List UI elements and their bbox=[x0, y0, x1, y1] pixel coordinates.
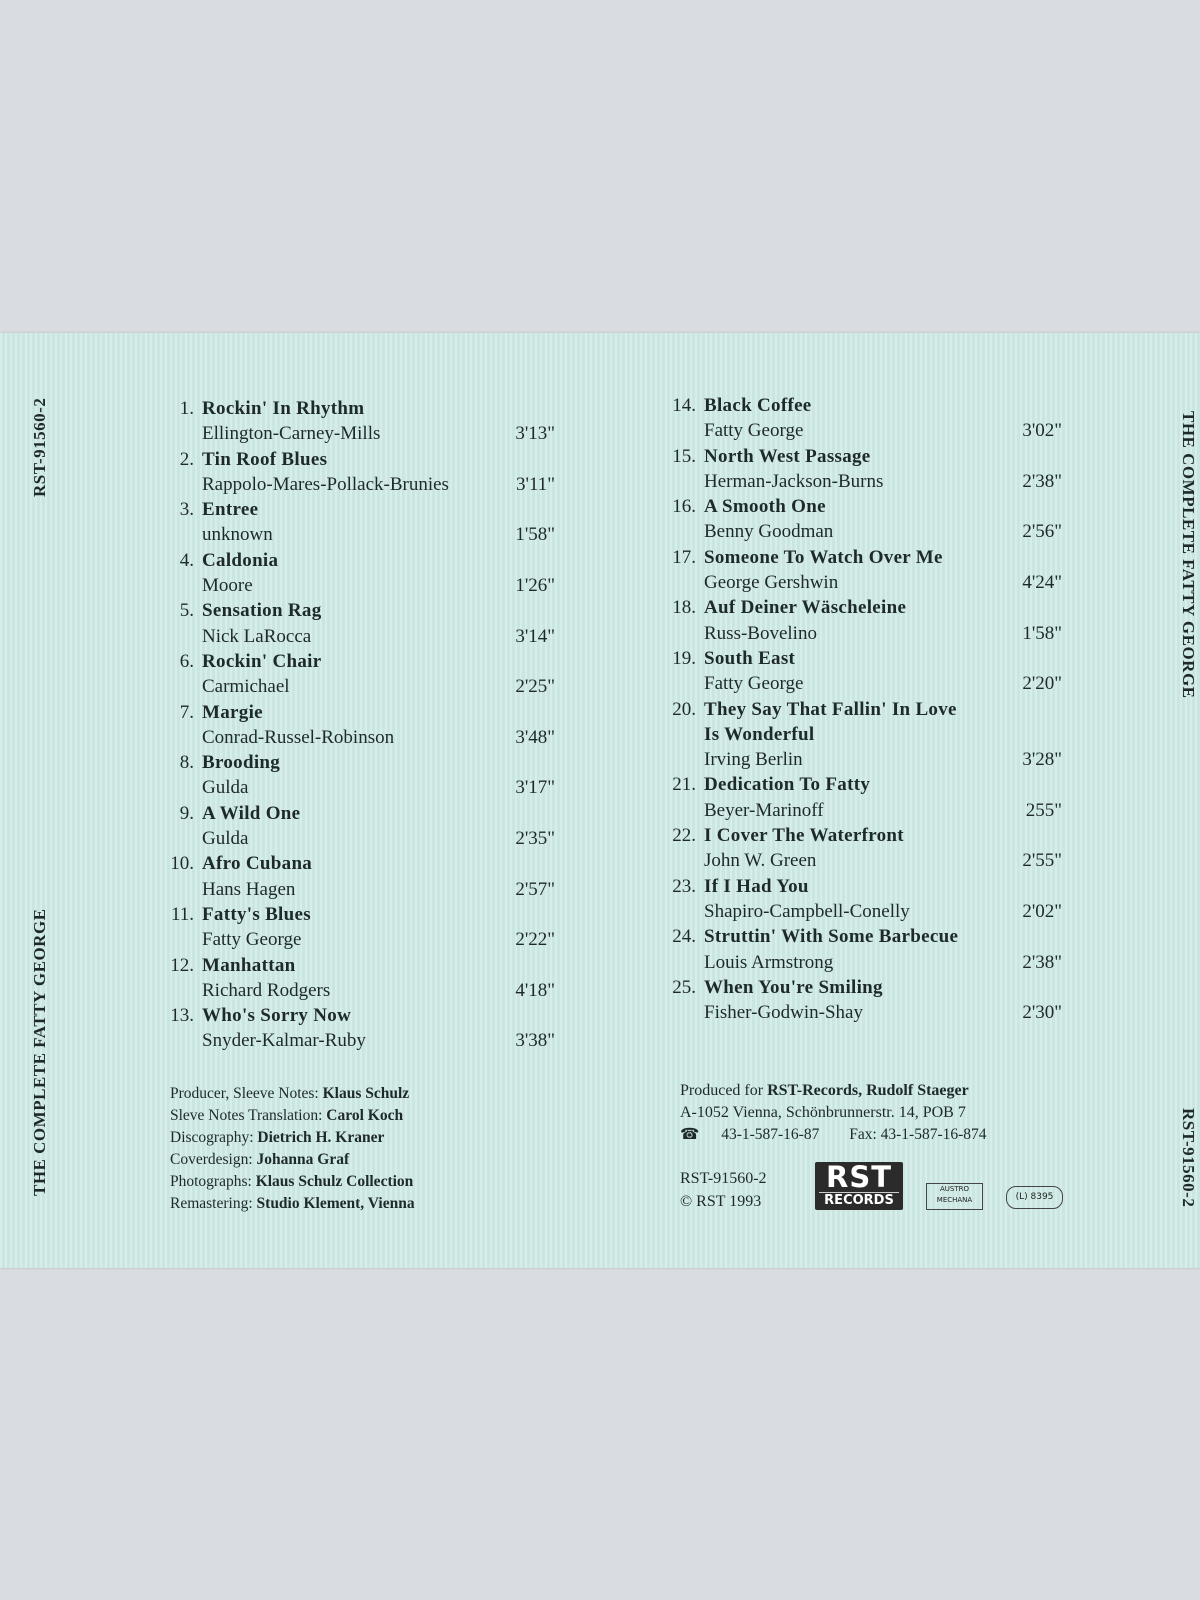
track-composer: Snyder-Kalmar-Ruby bbox=[202, 1030, 366, 1052]
track-title: Margie bbox=[202, 701, 263, 723]
track-info-line bbox=[160, 472, 555, 497]
track-duration: 1'26" bbox=[515, 575, 555, 597]
track-duration: 3'13" bbox=[515, 423, 555, 445]
track-title-line bbox=[160, 1003, 555, 1028]
track-title-line bbox=[662, 393, 1062, 418]
track-info-line bbox=[160, 573, 555, 598]
track-composer: Fatty George bbox=[704, 420, 804, 442]
track-number: 1. bbox=[179, 398, 194, 419]
track-item bbox=[160, 447, 555, 498]
track-title: Auf Deiner Wäscheleine bbox=[704, 597, 907, 619]
track-item bbox=[662, 924, 1062, 975]
track-info-line bbox=[662, 1000, 1062, 1025]
rst-records-logo bbox=[815, 1162, 903, 1210]
track-duration: 255" bbox=[1025, 799, 1062, 821]
track-duration: 2'55" bbox=[1022, 850, 1062, 872]
track-duration: 2'57" bbox=[515, 878, 555, 900]
track-number: 16. bbox=[672, 496, 696, 518]
rst-logo-subtext: RECORDS bbox=[819, 1192, 899, 1208]
track-info-line bbox=[662, 469, 1062, 494]
spine-catalog-right: RST-91560-2 bbox=[1179, 1107, 1198, 1208]
track-number: 14. bbox=[672, 395, 696, 416]
track-item bbox=[662, 646, 1062, 697]
track-item bbox=[662, 393, 1062, 444]
track-title-line bbox=[160, 598, 555, 623]
track-composer: Irving Berlin bbox=[704, 749, 803, 771]
credit-value: Dietrich H. Kraner bbox=[257, 1129, 385, 1146]
track-info-line bbox=[160, 877, 555, 902]
track-info-line bbox=[160, 522, 555, 547]
track-number: 24. bbox=[672, 926, 696, 948]
credit-row bbox=[170, 1193, 600, 1215]
track-composer: Rappolo-Mares-Pollack-Brunies bbox=[202, 473, 449, 495]
track-item bbox=[160, 902, 555, 953]
track-number: 11. bbox=[170, 903, 194, 925]
track-composer: Gulda bbox=[202, 828, 249, 850]
track-item bbox=[662, 823, 1062, 874]
track-title-line bbox=[160, 548, 555, 573]
track-title-line bbox=[662, 494, 1062, 519]
track-number: 2. bbox=[179, 448, 194, 470]
contact-line bbox=[680, 1124, 1100, 1146]
credit-value: Johanna Graf bbox=[256, 1151, 350, 1168]
track-title-line bbox=[160, 851, 555, 876]
track-info-line bbox=[160, 927, 555, 952]
track-item bbox=[662, 772, 1062, 823]
credits-block bbox=[170, 1083, 600, 1215]
track-title-line bbox=[160, 750, 555, 775]
credit-row bbox=[170, 1127, 600, 1149]
phone-icon: ☎ bbox=[680, 1126, 700, 1143]
phone-number: 43-1-587-16-87 bbox=[721, 1126, 820, 1143]
track-info-line bbox=[662, 848, 1062, 873]
track-composer: Conrad-Russel-Robinson bbox=[202, 726, 395, 748]
track-title: Struttin' With Some Barbecue bbox=[704, 926, 959, 948]
spine-catalog-left: RST-91560-2 bbox=[30, 397, 49, 498]
track-item bbox=[160, 700, 555, 751]
track-number: 12. bbox=[170, 954, 194, 976]
track-number: 10. bbox=[170, 853, 194, 875]
track-item bbox=[662, 444, 1062, 495]
spine-title-right: THE COMPLETE FATTY GEORGE bbox=[1179, 410, 1198, 699]
track-number: 17. bbox=[672, 546, 696, 568]
track-title: South East bbox=[704, 647, 796, 669]
track-title-line bbox=[662, 874, 1062, 899]
austro-logo-line2: MECHANA bbox=[936, 1196, 973, 1204]
track-title-line bbox=[662, 646, 1062, 671]
track-composer: Richard Rodgers bbox=[202, 979, 331, 1001]
credit-label: Photographs: bbox=[170, 1173, 252, 1190]
track-item bbox=[662, 545, 1062, 596]
track-info-line bbox=[662, 950, 1062, 975]
track-number: 21. bbox=[672, 774, 696, 796]
track-title: Tin Roof Blues bbox=[202, 448, 328, 470]
track-composer: Fatty George bbox=[202, 929, 302, 951]
track-title-line bbox=[662, 823, 1062, 848]
track-title: Someone To Watch Over Me bbox=[704, 546, 943, 568]
track-title-line bbox=[662, 772, 1062, 797]
track-info-line bbox=[662, 899, 1062, 924]
track-title-line bbox=[160, 396, 555, 421]
credit-label: Discography: bbox=[170, 1129, 254, 1146]
track-info-line bbox=[160, 978, 555, 1003]
track-title: Rockin' In Rhythm bbox=[202, 398, 365, 419]
track-duration: 2'56" bbox=[1022, 521, 1062, 543]
austro-mechana-logo bbox=[926, 1183, 983, 1210]
track-composer: unknown bbox=[202, 524, 273, 546]
tracklist-right bbox=[662, 393, 1062, 1025]
track-title: When You're Smiling bbox=[704, 976, 883, 998]
track-title-line bbox=[662, 697, 1062, 722]
track-number: 3. bbox=[179, 499, 194, 521]
fax-number: Fax: 43-1-587-16-874 bbox=[849, 1126, 987, 1143]
track-number: 8. bbox=[179, 752, 194, 774]
track-title-line bbox=[662, 444, 1062, 469]
track-title-line bbox=[160, 953, 555, 978]
track-item bbox=[160, 396, 555, 447]
label-code-logo: (L) 8395 bbox=[1006, 1186, 1063, 1209]
track-duration: 3'02" bbox=[1022, 420, 1062, 442]
track-info-line bbox=[662, 621, 1062, 646]
track-info-line bbox=[662, 671, 1062, 696]
credit-value: Klaus Schulz Collection bbox=[255, 1173, 414, 1190]
credit-value: Carol Koch bbox=[326, 1107, 404, 1124]
track-number: 7. bbox=[179, 701, 194, 723]
track-item bbox=[662, 697, 1062, 773]
track-number: 25. bbox=[672, 976, 696, 998]
producer-address: A-1052 Vienna, Schönbrunnerstr. 14, POB 7 bbox=[680, 1104, 966, 1121]
track-composer: Hans Hagen bbox=[202, 878, 296, 900]
credit-label: Sleve Notes Translation: bbox=[170, 1107, 323, 1124]
track-title: They Say That Fallin' In Love bbox=[704, 698, 957, 720]
track-info-line bbox=[160, 725, 555, 750]
track-composer: Nick LaRocca bbox=[202, 625, 312, 647]
track-title-line bbox=[160, 497, 555, 522]
track-duration: 4'24" bbox=[1022, 572, 1062, 594]
track-item bbox=[160, 953, 555, 1004]
track-duration: 2'02" bbox=[1022, 900, 1062, 922]
track-title-line bbox=[662, 924, 1062, 949]
track-title: Who's Sorry Now bbox=[202, 1005, 352, 1027]
track-title: Caldonia bbox=[202, 549, 279, 571]
credit-value: Klaus Schulz bbox=[322, 1085, 410, 1102]
track-composer: Russ-Bovelino bbox=[704, 622, 817, 644]
track-composer: George Gershwin bbox=[704, 572, 839, 594]
track-duration: 3'28" bbox=[1022, 749, 1062, 771]
track-composer: Gulda bbox=[202, 777, 249, 799]
track-duration: 1'58" bbox=[515, 524, 555, 546]
track-number: 22. bbox=[672, 825, 696, 847]
track-duration: 2'30" bbox=[1022, 1002, 1062, 1024]
track-title: Rockin' Chair bbox=[202, 650, 322, 672]
track-composer: Benny Goodman bbox=[704, 521, 834, 543]
track-title: Brooding bbox=[202, 752, 281, 774]
track-item bbox=[662, 975, 1062, 1026]
track-number: 9. bbox=[179, 802, 194, 824]
producer-line bbox=[680, 1080, 1100, 1102]
tracklist-left bbox=[160, 396, 555, 1054]
track-number: 4. bbox=[179, 549, 194, 571]
track-title: Dedication To Fatty bbox=[704, 774, 871, 796]
track-title: Sensation Rag bbox=[202, 600, 322, 622]
track-title: North West Passage bbox=[704, 445, 871, 467]
producer-name: RST-Records, Rudolf Staeger bbox=[767, 1082, 969, 1099]
track-item bbox=[662, 874, 1062, 925]
track-info-line bbox=[160, 624, 555, 649]
track-composer: Carmichael bbox=[202, 676, 290, 698]
track-title-line bbox=[662, 975, 1062, 1000]
track-composer: Shapiro-Campbell-Conelly bbox=[704, 900, 910, 922]
track-duration: 3'48" bbox=[515, 726, 555, 748]
track-duration: 2'38" bbox=[1022, 951, 1062, 973]
track-title: Afro Cubana bbox=[202, 853, 313, 875]
track-duration: 4'18" bbox=[515, 979, 555, 1001]
credit-row bbox=[170, 1171, 600, 1193]
track-item bbox=[662, 595, 1062, 646]
track-duration: 2'35" bbox=[515, 828, 555, 850]
track-info-line bbox=[160, 421, 555, 446]
credit-label: Remastering: bbox=[170, 1195, 253, 1212]
track-info-line bbox=[662, 570, 1062, 595]
track-number: 15. bbox=[672, 445, 696, 467]
track-duration: 1'58" bbox=[1022, 622, 1062, 644]
track-title-line bbox=[160, 700, 555, 725]
track-info-line bbox=[662, 747, 1062, 772]
credit-label: Producer, Sleeve Notes: bbox=[170, 1085, 319, 1102]
track-item bbox=[160, 1003, 555, 1054]
track-item bbox=[160, 548, 555, 599]
track-item bbox=[160, 649, 555, 700]
track-info-line bbox=[160, 1028, 555, 1053]
track-composer: Louis Armstrong bbox=[704, 951, 834, 973]
track-duration: 2'38" bbox=[1022, 470, 1062, 492]
track-number: 18. bbox=[672, 597, 696, 619]
track-info-line bbox=[160, 826, 555, 851]
austro-logo-line1: AUSTRO bbox=[939, 1185, 969, 1193]
track-info-line bbox=[160, 674, 555, 699]
rst-logo-text: RST bbox=[826, 1160, 892, 1194]
producer-label: Produced for bbox=[680, 1082, 764, 1099]
track-number: 6. bbox=[179, 650, 194, 672]
track-duration: 3'17" bbox=[515, 777, 555, 799]
track-composer: Fatty George bbox=[704, 673, 804, 695]
catalog-number: RST-91560-2 bbox=[680, 1170, 767, 1187]
credit-value: Studio Klement, Vienna bbox=[256, 1195, 415, 1212]
credit-row bbox=[170, 1105, 600, 1127]
track-item bbox=[662, 494, 1062, 545]
track-composer: Beyer-Marinoff bbox=[704, 799, 824, 821]
track-composer: Ellington-Carney-Mills bbox=[202, 423, 381, 445]
track-info-line bbox=[160, 775, 555, 800]
track-item bbox=[160, 801, 555, 852]
track-composer: John W. Green bbox=[704, 850, 817, 872]
track-item bbox=[160, 851, 555, 902]
track-info-line bbox=[662, 798, 1062, 823]
track-composer: Fisher-Godwin-Shay bbox=[704, 1002, 863, 1024]
credit-label: Coverdesign: bbox=[170, 1151, 253, 1168]
track-title-line bbox=[662, 545, 1062, 570]
track-item bbox=[160, 750, 555, 801]
track-info-line bbox=[662, 418, 1062, 443]
track-duration: 3'38" bbox=[515, 1030, 555, 1052]
track-title-line bbox=[662, 595, 1062, 620]
track-title: Manhattan bbox=[202, 954, 296, 976]
track-title-line bbox=[160, 649, 555, 674]
track-duration: 2'25" bbox=[515, 676, 555, 698]
track-title-line bbox=[160, 902, 555, 927]
track-title: If I Had You bbox=[704, 875, 809, 897]
track-number: 13. bbox=[170, 1005, 194, 1027]
track-title: Entree bbox=[202, 499, 259, 521]
producer-block bbox=[680, 1080, 1100, 1146]
track-info-line bbox=[662, 519, 1062, 544]
track-number: 20. bbox=[672, 698, 696, 720]
credit-row bbox=[170, 1083, 600, 1105]
track-number: 19. bbox=[672, 647, 696, 669]
copyright: © RST 1993 bbox=[680, 1193, 762, 1210]
track-composer: Moore bbox=[202, 575, 253, 597]
track-number: 5. bbox=[179, 600, 194, 622]
track-duration: 3'14" bbox=[515, 625, 555, 647]
track-item bbox=[160, 598, 555, 649]
track-title: Black Coffee bbox=[704, 395, 812, 416]
track-title: I Cover The Waterfront bbox=[704, 825, 904, 847]
track-title-line bbox=[662, 722, 1062, 747]
track-duration: 3'11" bbox=[516, 473, 555, 495]
track-item bbox=[160, 497, 555, 548]
track-title: A Smooth One bbox=[704, 496, 826, 518]
track-title-line bbox=[160, 447, 555, 472]
track-number: 23. bbox=[672, 875, 696, 897]
spine-title-left: THE COMPLETE FATTY GEORGE bbox=[30, 908, 49, 1197]
catalog-block bbox=[680, 1167, 767, 1213]
track-title-continued: Is Wonderful bbox=[704, 723, 815, 745]
track-title: A Wild One bbox=[202, 802, 301, 824]
credit-row bbox=[170, 1149, 600, 1171]
track-title: Fatty's Blues bbox=[202, 903, 311, 925]
track-duration: 2'22" bbox=[515, 929, 555, 951]
track-composer: Herman-Jackson-Burns bbox=[704, 470, 884, 492]
track-duration: 2'20" bbox=[1022, 673, 1062, 695]
track-title-line bbox=[160, 801, 555, 826]
